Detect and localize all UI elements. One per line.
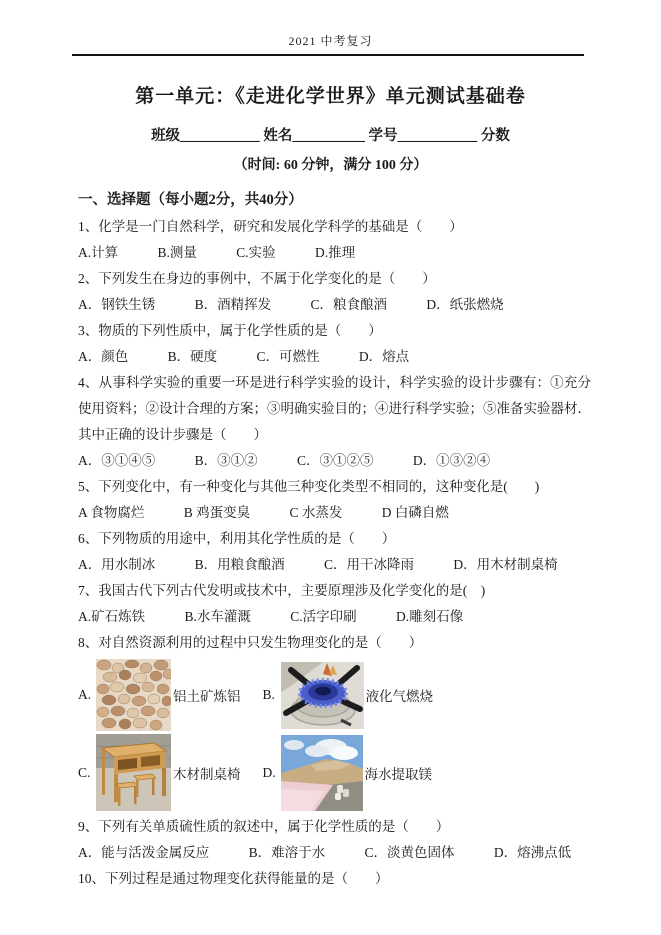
question-7	[78, 578, 591, 630]
question-text: 9、下列有关单质硫性质的叙述中，属于化学性质的是（ ）	[78, 819, 450, 834]
option-d: D.推理	[315, 245, 356, 260]
option-a: A 食物腐烂	[78, 505, 145, 520]
exam-title: 第一单元：《走进化学世界》单元测试基础卷	[135, 86, 526, 107]
option-c: C.活字印刷	[290, 609, 357, 624]
option-letter: B.	[262, 687, 275, 702]
options-row	[78, 448, 591, 474]
option-a: A．③①④⑤	[78, 453, 156, 468]
option-c: C.实验	[236, 245, 276, 260]
option-letter: A.	[78, 687, 92, 702]
option-d: D．用木材制桌椅	[453, 557, 558, 572]
question-text: 4、从事科学实验的重要一环是进行科学实验的设计，科学实验的设计步骤有：①充分使用资料；②设计合理的方案；③明确实验目的；④进行科学实验；⑤准备实验器材．其中正确的设计步骤是（ ）	[78, 375, 591, 442]
question-10	[78, 866, 591, 892]
option-c: C．可燃性	[256, 349, 320, 364]
question-text: 2、下列发生在身边的事例中，不属于化学变化的是（ ）	[78, 271, 436, 286]
header-divider-line	[72, 54, 584, 56]
option-d: D．①③②④	[412, 453, 491, 468]
option-b: B．酒精挥发	[194, 297, 272, 312]
question-list	[78, 187, 591, 892]
question-text: 8、对自然资源利用的过程中只发生物理变化的是（ ）	[78, 635, 423, 650]
page-header	[0, 0, 661, 56]
option-a: A．颜色	[78, 349, 129, 364]
question-4	[78, 370, 591, 474]
option-letter: D.	[262, 764, 276, 780]
option-c: C．淡黄色固体	[364, 845, 455, 860]
option-caption: 液化气燃烧	[365, 689, 433, 704]
option-c: C．粮食酿酒	[310, 297, 388, 312]
figure-options-row-2	[78, 734, 591, 811]
option-c: C 水蒸发	[289, 505, 343, 520]
exam-meta-line: （时间: 60 分钟，满分 100 分）	[233, 158, 428, 173]
options-row	[78, 292, 591, 318]
wooden-desk-image	[96, 734, 171, 811]
question-5	[78, 474, 591, 526]
options-row	[78, 840, 591, 866]
option-a: A．能与活泼金属反应	[78, 845, 210, 860]
question-text: 7、我国古代下列古代发明或技术中，主要原理涉及化学变化的是( )	[78, 583, 486, 598]
options-row	[78, 344, 591, 370]
option-b: B．③①②	[194, 453, 258, 468]
option-d: D.雕刻石像	[396, 609, 464, 624]
question-6	[78, 526, 591, 578]
student-info-line: 班级___________ 姓名__________ 学号___________ 分数	[151, 128, 510, 144]
option-b: B．难溶于水	[248, 845, 326, 860]
option-a: A.矿石炼铁	[78, 609, 146, 624]
option-caption: 海水提取镁	[364, 766, 432, 782]
question-text: 1、化学是一门自然科学，研究和发展化学科学的基础是（ ）	[78, 219, 463, 234]
option-d: D．熔沸点低	[493, 845, 572, 860]
question-text: 6、下列物质的用途中，利用其化学性质的是（ ）	[78, 531, 396, 546]
figure-option-d	[263, 735, 433, 811]
option-b: B．硬度	[167, 349, 218, 364]
options-row	[78, 500, 591, 526]
figure-option-b	[263, 662, 434, 729]
question-8	[78, 630, 591, 811]
question-2	[78, 266, 591, 318]
question-text: 3、物质的下列性质中，属于化学性质的是（ ）	[78, 323, 382, 338]
options-row	[78, 552, 591, 578]
option-b: B.测量	[157, 245, 197, 260]
option-c: C．③①②⑤	[297, 453, 374, 468]
option-b: B 鸡蛋变臭	[183, 505, 251, 520]
question-3	[78, 318, 591, 370]
question-text: 5、下列变化中，有一种变化与其他三种变化类型不相同的，这种变化是( )	[78, 479, 540, 494]
gas-stove-flame-image	[281, 662, 364, 729]
section-heading: 一、选择题（每小题2分，共40分）	[78, 192, 303, 208]
option-a: A.计算	[78, 245, 119, 260]
sea-salt-pond-image	[281, 735, 363, 811]
option-c: C．用干冰降雨	[324, 557, 415, 572]
figure-option-a	[78, 659, 241, 731]
figure-option-c	[78, 734, 241, 811]
options-row	[78, 240, 591, 266]
option-b: B.水车灌溉	[184, 609, 251, 624]
figure-options-row-1	[78, 659, 591, 731]
option-a: A．用水制冰	[78, 557, 156, 572]
header-note: 2021 中考复习	[288, 34, 373, 48]
option-d: D 白磷自燃	[381, 505, 449, 520]
option-caption: 铝土矿炼铝	[173, 689, 241, 704]
option-d: D．熔点	[358, 349, 410, 364]
option-caption: 木材制桌椅	[173, 766, 241, 782]
option-a: A．钢铁生锈	[78, 297, 156, 312]
question-1	[78, 214, 591, 266]
bauxite-ore-image	[96, 659, 171, 731]
question-9	[78, 814, 591, 866]
option-b: B．用粮食酿酒	[194, 557, 285, 572]
option-letter: C.	[78, 764, 91, 780]
question-text: 10、下列过程是通过物理变化获得能量的是（ ）	[78, 871, 389, 886]
option-d: D．纸张燃烧	[426, 297, 504, 312]
options-row	[78, 604, 591, 630]
